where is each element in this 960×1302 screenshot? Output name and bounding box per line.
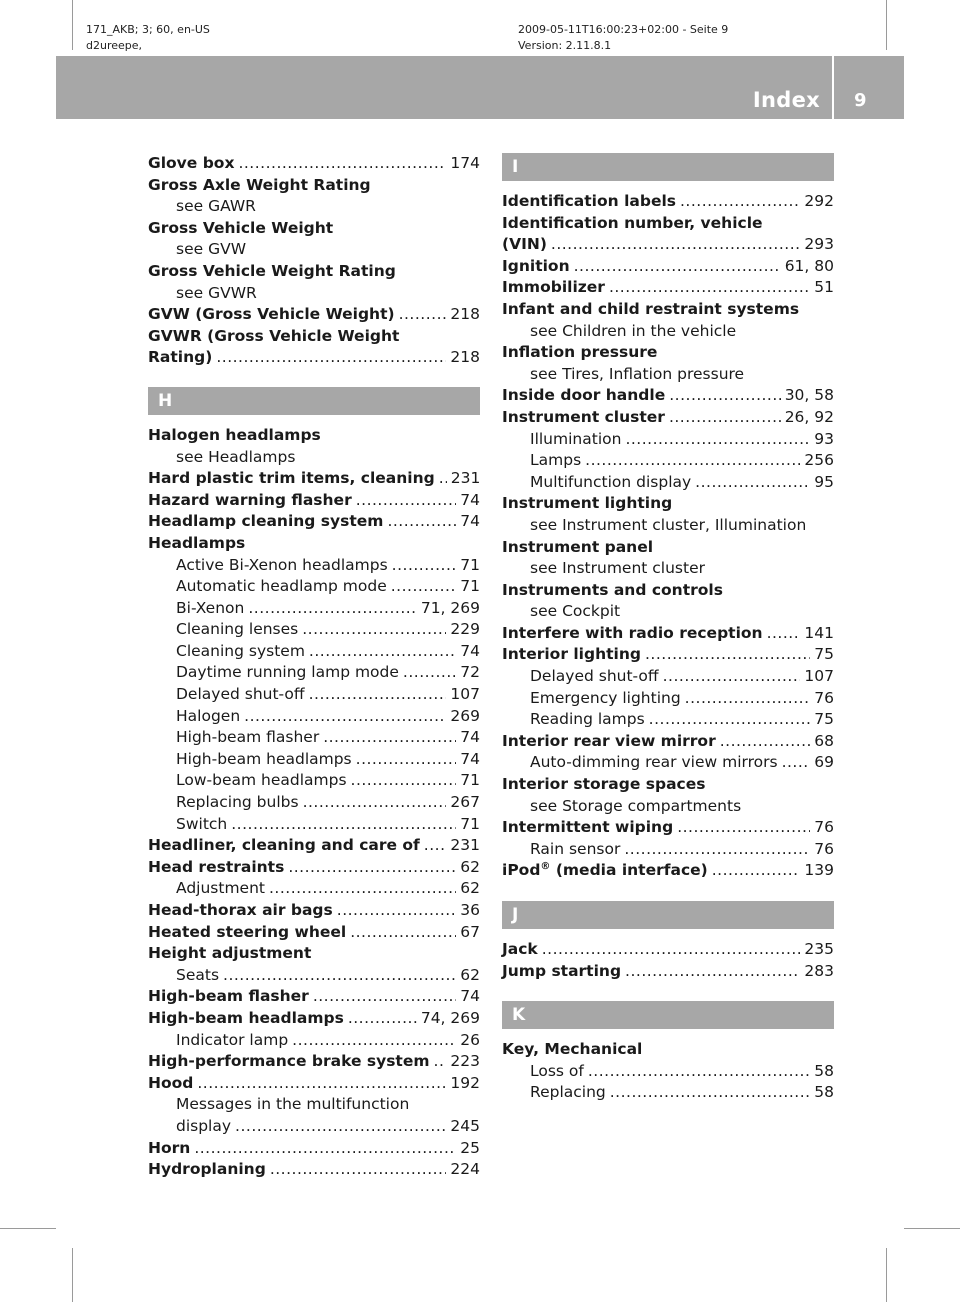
index-entry-instrument-lighting: Instrument lighting (502, 494, 673, 513)
sub-entry-label: display (176, 1116, 232, 1135)
page-title: Index (752, 88, 820, 112)
entry-pages: 75 (814, 645, 834, 664)
index-entry-head-restraints (148, 857, 480, 879)
index-entry-hood (148, 1073, 480, 1095)
entry-pages: 231 (450, 836, 480, 855)
section-header-h: H (148, 387, 480, 415)
entry-pages: 292 (804, 192, 834, 210)
entry-pages: 26 (460, 1030, 480, 1049)
header-divider (832, 56, 834, 119)
see-reference: see Tires, Inflation pressure (530, 364, 745, 383)
sub-entry-label: Delayed shut-off (530, 667, 659, 686)
entry-pages: 223 (450, 1052, 480, 1071)
index-entry-gvw-full: Gross Vehicle Weight (148, 218, 334, 237)
sub-entry-label: Cleaning lenses (176, 620, 299, 639)
registered-mark: ® (540, 861, 551, 873)
entry-pages: 74 (460, 512, 480, 531)
entry-term: Identification labels (502, 192, 676, 210)
sub-entry (502, 688, 834, 710)
entry-pages: 30, 58 (784, 386, 834, 405)
entry-pages: 141 (804, 623, 834, 642)
index-entry-wiping (502, 817, 834, 839)
entry-pages: 256 (804, 451, 834, 470)
index-entry-headlamp-cleaning (148, 511, 480, 533)
entry-term: Head-thorax air bags (148, 901, 333, 919)
entry-pages: 68 (814, 731, 834, 750)
print-metadata-left (86, 22, 210, 54)
see-reference: see Headlamps (176, 447, 296, 466)
sub-entry-label: Multifunction display (530, 472, 692, 491)
index-entry-interfere (502, 623, 834, 645)
entry-pages: 74, 269 (420, 1008, 480, 1027)
index-column-right (502, 153, 834, 1104)
sub-entry-label: Adjustment (176, 879, 265, 898)
sub-entry-label: Daytime running lamp mode (176, 663, 399, 682)
index-column-left (148, 153, 480, 1181)
entry-term: Ignition (502, 256, 570, 275)
sub-entry (148, 749, 480, 771)
entry-pages: 76 (814, 818, 834, 837)
index-entry-hydroplaning (148, 1159, 480, 1181)
sub-entry-label: Illumination (530, 429, 622, 448)
entry-term: Interior lighting (502, 645, 641, 664)
print-metadata-right (518, 22, 728, 54)
entry-term: Head restraints (148, 857, 285, 876)
meta-line: 171_AKB; 3; 60, en-US (86, 23, 210, 36)
entry-pages: 36 (460, 901, 480, 919)
sub-entry-label: Emergency lighting (530, 688, 681, 707)
crop-mark (72, 0, 73, 50)
sub-entry-label: Replacing (530, 1083, 606, 1102)
sub-entry (148, 598, 480, 620)
sub-entry-label: Switch (176, 814, 228, 833)
sub-entry (502, 666, 834, 688)
sub-entry-label: Cleaning system (176, 641, 305, 660)
entry-pages: 74 (460, 641, 480, 660)
entry-pages: 224 (450, 1160, 480, 1179)
entry-pages: 235 (804, 940, 834, 958)
entry-term: High-performance brake system (148, 1052, 430, 1071)
entry-term: Immobilizer (502, 278, 605, 297)
entry-pages: 51 (814, 278, 834, 297)
index-entry-gvwr-full: Gross Vehicle Weight Rating (148, 261, 396, 280)
index-entry-gvw (148, 304, 480, 326)
sub-entry (148, 1116, 480, 1138)
sub-entry-label: Automatic headlamp mode (176, 577, 387, 596)
index-entry-immobilizer (502, 277, 834, 299)
sub-entry (148, 641, 480, 663)
entry-pages: 76 (814, 688, 834, 707)
entry-term: Rating) (148, 348, 213, 367)
entry-pages: 139 (804, 861, 834, 880)
page-number: 9 (854, 90, 867, 111)
sub-entry (502, 1061, 834, 1083)
sub-entry-label: Messages in the multifunction (176, 1095, 410, 1114)
crop-mark (886, 1248, 887, 1302)
crop-mark (72, 1248, 73, 1302)
entry-pages: 61, 80 (784, 256, 834, 275)
meta-line: 2009-05-11T16:00:23+02:00 - Seite 9 (518, 23, 729, 36)
entry-pages: 58 (814, 1061, 834, 1080)
entry-pages: 71 (460, 771, 480, 790)
see-reference: see Cockpit (530, 602, 621, 621)
index-entry-jump (502, 961, 834, 983)
index-entry-storage: Interior storage spaces (502, 775, 706, 794)
entry-pages: 71 (460, 555, 480, 574)
index-entry-vin: Identification number, vehicle (502, 213, 763, 232)
entry-term: Jack (502, 940, 538, 958)
sub-entry-label: Auto-dimming rear view mirrors (530, 753, 778, 772)
entry-pages: 72 (460, 663, 480, 682)
entry-term: Hard plastic trim items, cleaning (148, 469, 435, 488)
sub-entry-label: Bi-Xenon (176, 598, 245, 617)
entry-pages: 58 (814, 1083, 834, 1102)
entry-pages: 93 (814, 429, 834, 448)
entry-pages: 269 (450, 706, 480, 725)
entry-pages: 283 (804, 961, 834, 980)
index-entry-headliner (148, 835, 480, 857)
entry-term: Inside door handle (502, 386, 666, 405)
entry-pages: 192 (450, 1073, 480, 1092)
sub-entry-label: Halogen (176, 706, 241, 725)
sub-entry (148, 576, 480, 598)
entry-pages: 107 (450, 685, 480, 704)
entry-pages: 74 (460, 987, 480, 1006)
sub-entry-label: Delayed shut-off (176, 685, 305, 704)
index-entry-high-perf-brake (148, 1051, 480, 1073)
sub-entry-label: Loss of (530, 1061, 584, 1080)
sub-entry (148, 878, 480, 900)
crop-mark (886, 0, 887, 50)
entry-term-part: iPod (502, 861, 541, 880)
sub-entry (502, 709, 834, 731)
sub-entry (148, 792, 480, 814)
crop-mark (904, 1228, 960, 1229)
index-entry-gvwr: GVWR (Gross Vehicle Weight (148, 326, 400, 345)
entry-pages: 71 (460, 814, 480, 833)
entry-pages: 74 (460, 490, 480, 509)
sub-entry (502, 472, 834, 494)
index-entry-horn (148, 1138, 480, 1160)
entry-term: Hood (148, 1073, 194, 1092)
see-reference: see Instrument cluster (530, 559, 705, 578)
entry-pages: 267 (450, 793, 480, 812)
index-entry-halogen-headlamps: Halogen headlamps (148, 425, 321, 444)
section-header-k: K (502, 1001, 834, 1029)
entry-pages: 218 (450, 305, 480, 324)
entry-pages: 245 (450, 1116, 480, 1135)
entry-term: Interior rear view mirror (502, 731, 716, 750)
sub-entry-label: Active Bi-Xenon headlamps (176, 555, 388, 574)
sub-entry-label: High-beam flasher (176, 728, 320, 747)
entry-pages: 231 (450, 469, 481, 488)
entry-term: High-beam headlamps (148, 1008, 344, 1027)
index-entry-inside-door (502, 385, 834, 407)
sub-entry (148, 555, 480, 577)
entry-pages: 62 (460, 879, 480, 898)
entry-pages: 95 (814, 472, 834, 491)
meta-line: Version: 2.11.8.1 (518, 39, 612, 52)
section-header-i: I (502, 153, 834, 181)
sub-entry (148, 1030, 480, 1052)
index-entry-inflation: Inflation pressure (502, 343, 658, 362)
index-entry-instrument-cluster (502, 407, 834, 429)
index-entry-interior-lighting (502, 644, 834, 666)
index-entry-high-beam-flasher (148, 986, 480, 1008)
entry-pages: 62 (460, 857, 480, 876)
sub-entry (148, 706, 480, 728)
see-reference: see GVWR (176, 283, 257, 302)
entry-pages: 67 (460, 922, 480, 941)
sub-entry-label: Rain sensor (530, 839, 621, 858)
sub-entry-label: Seats (176, 965, 220, 984)
index-entry-heated-steering (148, 922, 480, 944)
see-reference: see GAWR (176, 197, 256, 216)
index-entry-gawr: Gross Axle Weight Rating (148, 175, 371, 194)
sub-entry (148, 770, 480, 792)
crop-mark (0, 1228, 56, 1229)
see-reference: see Storage compartments (530, 796, 742, 815)
entry-pages: 62 (460, 965, 480, 984)
entry-pages: 75 (814, 710, 834, 729)
index-entry-high-beam-headlamps (148, 1008, 480, 1030)
sub-entry (148, 619, 480, 641)
index-entry-hard-plastic (148, 468, 480, 490)
entry-pages: 71 (460, 577, 480, 596)
entry-pages: 107 (804, 667, 834, 686)
see-reference: see GVW (176, 240, 247, 259)
entry-term: Glove box (148, 154, 235, 172)
entry-term: Heated steering wheel (148, 922, 347, 941)
entry-term: Jump starting (502, 961, 622, 980)
sub-entry (148, 814, 480, 836)
sub-entry-label: High-beam headlamps (176, 749, 352, 768)
index-entry-vin-cont (502, 234, 834, 256)
entry-term: High-beam flasher (148, 987, 309, 1006)
entry-pages: 74 (460, 728, 480, 747)
index-entry-hazard (148, 490, 480, 512)
sub-entry (148, 662, 480, 684)
index-entry-instrument-panel: Instrument panel (502, 537, 654, 556)
index-entry-ignition (502, 256, 834, 278)
entry-pages: 174 (450, 154, 480, 172)
index-entry-infant: Infant and child restraint systems (502, 299, 800, 318)
index-entry-instruments-controls: Instruments and controls (502, 580, 723, 599)
index-entry-gvwr-cont (148, 347, 480, 369)
index-entry-jack (502, 939, 834, 961)
entry-pages: 218 (450, 348, 480, 367)
sub-entry (502, 1082, 834, 1104)
entry-term: Instrument cluster (502, 407, 665, 426)
see-reference: see Children in the vehicle (530, 321, 737, 340)
sub-entry-label: Reading lamps (530, 710, 645, 729)
sub-entry (502, 752, 834, 774)
entry-pages: 25 (460, 1138, 480, 1157)
entry-term-part: (media interface) (550, 861, 708, 880)
entry-pages: 76 (814, 839, 834, 858)
sub-entry-label: Low-beam headlamps (176, 771, 347, 790)
entry-term (502, 860, 708, 882)
section-header-j: J (502, 901, 834, 929)
sub-entry (148, 727, 480, 749)
entry-term: GVW (Gross Vehicle Weight) (148, 305, 395, 324)
entry-term: Hazard warning flasher (148, 490, 352, 509)
entry-pages: 69 (814, 753, 834, 772)
index-entry-key-mechanical: Key, Mechanical (502, 1040, 643, 1059)
entry-term: Horn (148, 1138, 191, 1157)
entry-term: Headliner, cleaning and care of (148, 836, 420, 855)
sub-entry (502, 839, 834, 861)
index-entry-height-adjustment: Height adjustment (148, 944, 312, 963)
sub-entry (148, 965, 480, 987)
entry-pages: 26, 92 (784, 407, 834, 426)
sub-entry (502, 429, 834, 451)
index-entry-headlamps: Headlamps (148, 533, 246, 552)
entry-term: Interfere with radio reception (502, 623, 763, 642)
entry-term: Hydroplaning (148, 1160, 266, 1179)
entry-pages: 229 (450, 620, 480, 639)
index-entry-head-thorax (148, 900, 480, 922)
entry-term: Headlamp cleaning system (148, 512, 384, 531)
entry-pages: 74 (460, 749, 480, 768)
sub-entry-label: Lamps (530, 451, 582, 470)
index-entry-ipod (502, 860, 834, 882)
sub-entry-label: Indicator lamp (176, 1030, 289, 1049)
entry-term: Intermittent wiping (502, 818, 674, 837)
entry-term: (VIN) (502, 235, 547, 254)
entry-pages: 71, 269 (420, 598, 480, 617)
sub-entry (148, 684, 480, 706)
meta-line: d2ureepe, (86, 39, 143, 52)
sub-entry (502, 450, 834, 472)
sub-entry-label: Replacing bulbs (176, 793, 299, 812)
index-entry-rear-view-mirror (502, 731, 834, 753)
see-reference: see Instrument cluster, Illumination (530, 515, 807, 534)
index-entry-id-labels (502, 191, 834, 213)
index-entry-glove-box (148, 153, 480, 175)
entry-pages: 293 (804, 235, 834, 254)
